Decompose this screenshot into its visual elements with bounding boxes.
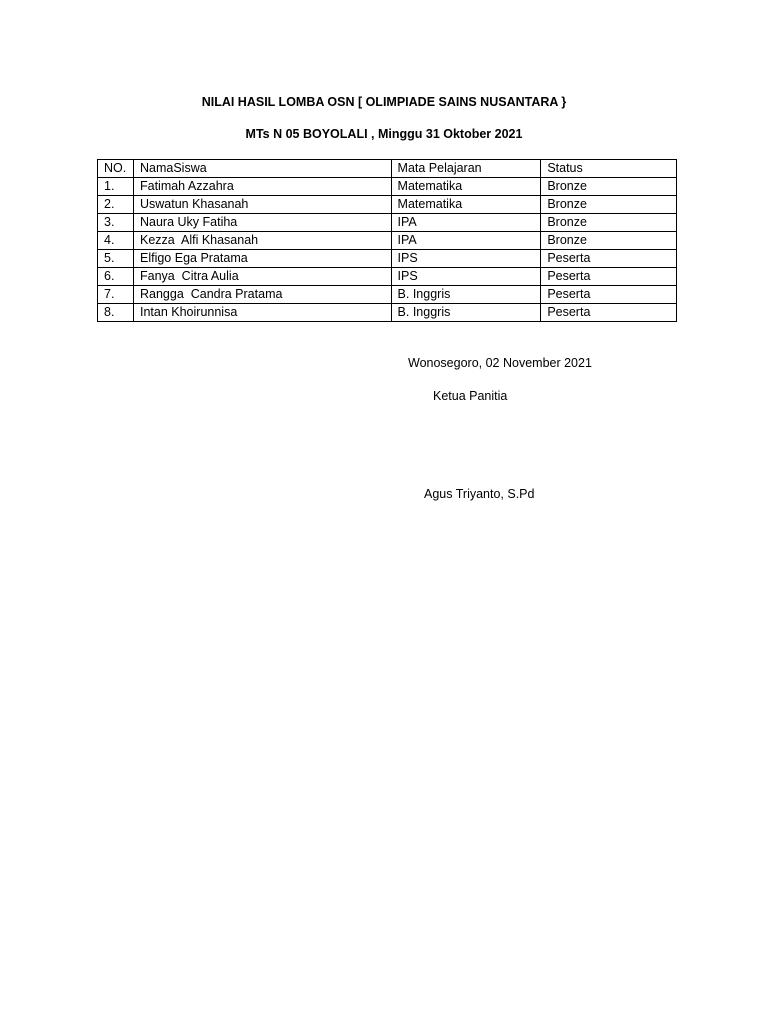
cell-no: 4. — [98, 232, 134, 250]
table-row — [98, 214, 677, 232]
cell-status: Peserta — [541, 250, 677, 268]
cell-subject: IPA — [391, 232, 541, 250]
table-row — [98, 196, 677, 214]
cell-name: Uswatun Khasanah — [133, 196, 391, 214]
cell-subject: Matematika — [391, 196, 541, 214]
table-row — [98, 250, 677, 268]
header-no: NO. — [98, 160, 134, 178]
cell-name: Naura Uky Fatiha — [133, 214, 391, 232]
header-status: Status — [541, 160, 677, 178]
cell-name: Fanya Citra Aulia — [133, 268, 391, 286]
cell-no: 5. — [98, 250, 134, 268]
cell-name: Elfigo Ega Pratama — [133, 250, 391, 268]
cell-subject: Matematika — [391, 178, 541, 196]
document-title: NILAI HASIL LOMBA OSN [ OLIMPIADE SAINS NUSANTARA } — [201, 95, 567, 109]
header-subject: Mata Pelajaran — [391, 160, 541, 178]
results-table — [97, 159, 677, 322]
table-row — [98, 286, 677, 304]
cell-status: Bronze — [541, 232, 677, 250]
cell-no: 1. — [98, 178, 134, 196]
cell-no: 3. — [98, 214, 134, 232]
cell-no: 2. — [98, 196, 134, 214]
signature-place-date: Wonosegoro, 02 November 2021 — [408, 356, 592, 370]
table-row — [98, 304, 677, 322]
cell-status: Peserta — [541, 268, 677, 286]
table-row — [98, 268, 677, 286]
cell-status: Bronze — [541, 178, 677, 196]
cell-status: Peserta — [541, 304, 677, 322]
cell-no: 8. — [98, 304, 134, 322]
cell-status: Bronze — [541, 214, 677, 232]
table-row — [98, 232, 677, 250]
signature-role: Ketua Panitia — [433, 389, 508, 403]
signature-name: Agus Triyanto, S.Pd — [424, 487, 535, 501]
cell-name: Kezza Alfi Khasanah — [133, 232, 391, 250]
cell-subject: IPS — [391, 268, 541, 286]
cell-name: Intan Khoirunnisa — [133, 304, 391, 322]
cell-subject: B. Inggris — [391, 304, 541, 322]
cell-subject: B. Inggris — [391, 286, 541, 304]
table-header-row — [98, 160, 677, 178]
cell-name: Fatimah Azzahra — [133, 178, 391, 196]
document-subtitle: MTs N 05 BOYOLALI , Minggu 31 Oktober 2021 — [245, 127, 523, 141]
header-name: NamaSiswa — [133, 160, 391, 178]
cell-status: Bronze — [541, 196, 677, 214]
cell-status: Peserta — [541, 286, 677, 304]
cell-subject: IPS — [391, 250, 541, 268]
cell-name: Rangga Candra Pratama — [133, 286, 391, 304]
cell-subject: IPA — [391, 214, 541, 232]
cell-no: 6. — [98, 268, 134, 286]
cell-no: 7. — [98, 286, 134, 304]
table-row — [98, 178, 677, 196]
